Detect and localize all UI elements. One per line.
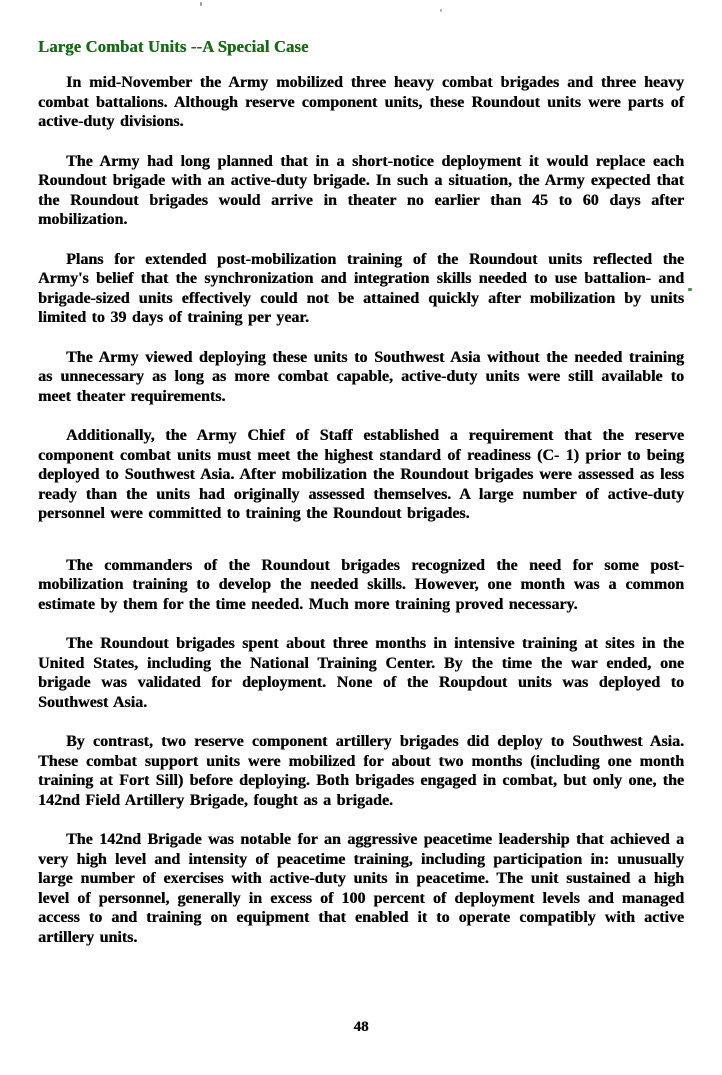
paragraph-1: In mid-November the Army mobilized three heavy combat brigades and three heavy combat battalions. Although reserve component units, these Roundout units were parts of active-duty divisions. xyxy=(38,74,684,130)
scan-speck xyxy=(200,2,202,6)
section-heading: Large Combat Units --A Special Case xyxy=(38,37,309,56)
page-number: 48 xyxy=(353,1019,369,1035)
paragraph-3: Plans for extended post-mobilization training of the Roundout units reflected the Army's belief that the synchronization and integration skills needed to use battalion- and brigade-sized units effectively could not be attained quickly after mobilization by units limited to 39 days of training per year. xyxy=(38,250,684,326)
paragraph-7: The Roundout brigades spent about three months in intensive training at sites in the United States, including the National Training Center. By the time the war ended, one brigade was validated for deployment. None of the Roupdout units was deployed to Southwest Asia. xyxy=(38,635,684,711)
paragraph-6: The commanders of the Roundout brigades recognized the need for some post-mobilization training to develop the needed skills. However, one month was a common estimate by them for the time needed. Much more training proved necessary. xyxy=(38,556,684,613)
paragraph-4: The Army viewed deploying these units to Southwest Asia without the needed training as unnecessary as long as more combat capable, active-duty units were still available to meet theater requirements. xyxy=(38,348,684,405)
paragraph-2: The Army had long planned that in a short-notice deployment it would replace each Roundout brigade with an active-duty brigade. In such a situation, the Army expected that the Roundout brigades would arrive in theater no earlier than 45 to 60 days after mobilization. xyxy=(38,152,684,228)
paragraph-8: By contrast, two reserve component artillery brigades did deploy to Southwest Asia. These combat support units were mobilized for about two months (including one month training at Fort Sill) before deploying. Both brigades engaged in combat, but only one, the 142nd Field Artillery Brigade, fought as a brigade. xyxy=(38,733,684,809)
scan-speck xyxy=(688,288,692,291)
scan-speck xyxy=(440,9,442,12)
paragraph-5: Additionally, the Army Chief of Staff established a requirement that the reserve component combat units must meet the highest standard of readiness (C- 1) prior to being deployed to Southwest Asia. After mobilization the Roundout brigades were assessed as less ready than the units had originally assessed themselves. A large number of active-duty personnel were committed to training the Roundout brigades. xyxy=(38,427,684,522)
paragraph-9: The 142nd Brigade was notable for an aggressive peacetime leadership that achieved a very high level and intensity of peacetime training, including participation in: unusually large number of exercises with active-duty units in peacetime. The unit sustained a high level of personnel, generally in excess of 100 percent of deployment levels and managed access to and training on equipment that enabled it to operate compatibly with active artillery units. xyxy=(38,831,684,946)
